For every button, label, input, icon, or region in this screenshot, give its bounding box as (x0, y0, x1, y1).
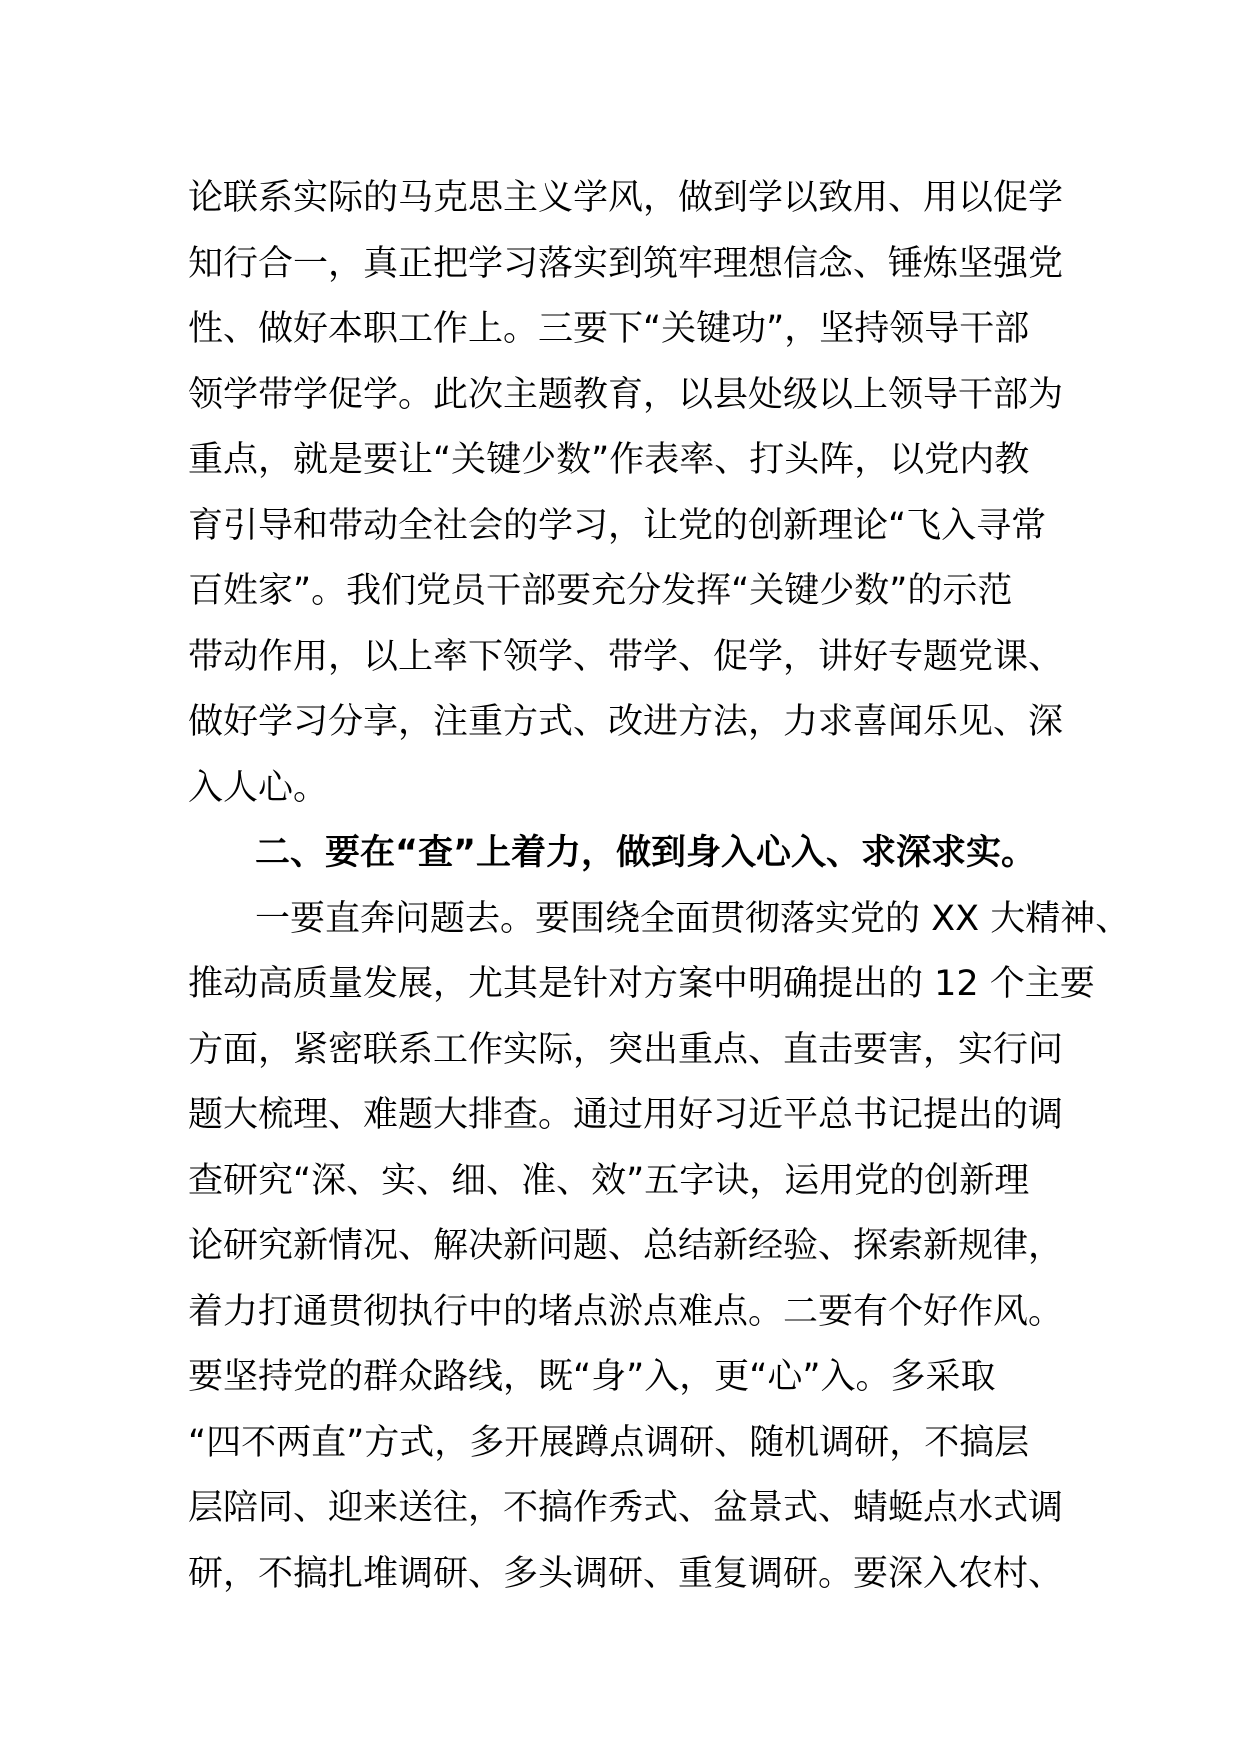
text-line: 论研究新情况、解决新问题、总结新经验、探索新规律， (188, 1226, 1064, 1266)
text-line: 推动高质量发展，尤其是针对方案中明确提出的 12 个主要 (188, 964, 1095, 1004)
text-line: 知行合一，真正把学习落实到筑牢理想信念、锤炼坚强党 (188, 243, 1064, 284)
document-body (188, 166, 1131, 1607)
text-line: 做好学习分享，注重方式、改进方法，力求喜闻乐见、深 (188, 702, 1064, 742)
text-line: “四不两直”方式，多开展蹲点调研、随机调研，不搞层 (188, 1422, 1030, 1463)
text-line: 论联系实际的马克思主义学风，做到学以致用、用以促学 (188, 178, 1064, 218)
text-line: 重点，就是要让“关键少数”作表率、打头阵，以党内教 (188, 440, 1030, 480)
text-line: 查研究“深、实、细、准、效”五字诀，运用党的创新理 (188, 1160, 1030, 1201)
text-line: 入人心。 (188, 767, 329, 808)
text-line: 方面，紧密联系工作实际，突出重点、直击要害，实行问 (188, 1029, 1064, 1070)
text-line: 百姓家”。我们党员干部要充分发挥“关键少数”的示范 (188, 571, 1013, 611)
text-line: 性、做好本职工作上。三要下“关键功”，坚持领导干部 (188, 309, 1030, 349)
text-line: 层陪同、迎来送往，不搞作秀式、盆景式、蜻蜓点水式调 (188, 1488, 1064, 1528)
text-line: 领学带学促学。此次主题教育，以县处级以上领导干部为 (188, 374, 1064, 415)
paragraph-first-line: 一要直奔问题去。要围绕全面贯彻落实党的 XX 大精神、 (255, 898, 1131, 939)
text-line: 要坚持党的群众路线，既“身”入，更“心”入。多采取 (188, 1357, 996, 1397)
text-line: 着力打通贯彻执行中的堵点淤点难点。二要有个好作风。 (188, 1291, 1064, 1332)
text-line: 带动作用，以上率下领学、带学、促学，讲好专题党课、 (188, 636, 1064, 677)
section-heading: 二、要在“查”上着力，做到身入心入、求深求实。 (255, 833, 1037, 873)
text-line: 题大梳理、难题大排查。通过用好习近平总书记提出的调 (188, 1095, 1064, 1135)
text-line: 育引导和带动全社会的学习，让党的创新理论“飞入寻常 (188, 505, 1047, 546)
text-line: 研，不搞扎堆调研、多头调研、重复调研。要深入农村、 (188, 1553, 1064, 1594)
